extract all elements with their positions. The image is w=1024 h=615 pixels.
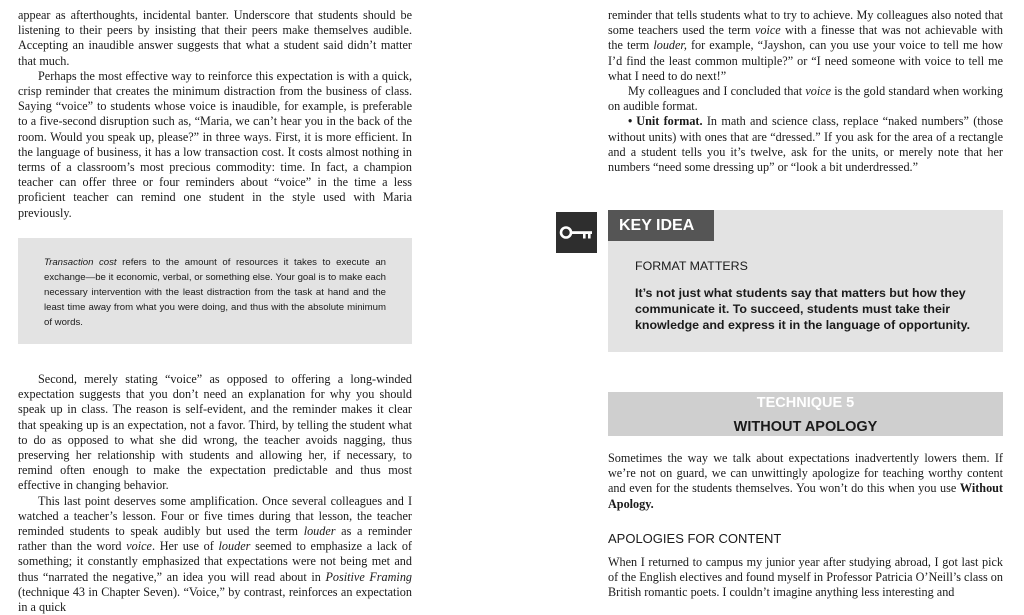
callout-term: Transaction cost <box>44 257 117 268</box>
paragraph: When I returned to campus my junior year after studying abroad, I got last pick of the English electives and found myself in Professor Patricia O’Neill’s class on British romantic poets. I couldn’t imagine anything less interesting and <box>608 555 1003 600</box>
right-column-middle <box>608 451 1003 512</box>
emphasis: voice <box>805 84 832 99</box>
text-run: is the gold standard when working on audible format. <box>608 84 1003 114</box>
left-column-top <box>18 8 412 221</box>
paragraph: appear as afterthoughts, incidental banter. Underscore that students should be listening to their peers by insisting that their peers make themselves audible. Accepting an inaudible answer suggests that what a student said didn’t matter that much. <box>18 8 412 68</box>
key-idea-body: It’s not just what students say that matters but how they communicate it. To succeed, students must take their knowledge and express it in the language of opportunity. <box>635 286 971 332</box>
paragraph <box>608 451 1003 512</box>
text-run: reminder that tells students what to try to achieve. My colleagues also noted that some teachers used the term <box>608 8 1003 38</box>
paragraph <box>18 494 412 615</box>
text-run: seemed to emphasize a lack of something; it constantly emphasized that expectations were not being met and thus “narrated the negative,” an idea you will read about in <box>18 539 412 584</box>
text-run: . Her use of <box>151 539 219 554</box>
bullet-dot: • <box>628 114 633 129</box>
paragraph <box>608 8 1003 84</box>
left-column-bottom <box>18 372 412 615</box>
text-run: This last point deserves some amplification. Once several colleagues and I watched a teacher’s lesson. Four or five times during that lesson, the teacher reminded students to speak audibly but used the term <box>18 493 412 539</box>
emphasis: louder, <box>653 38 687 53</box>
text-run: (technique 43 in Chapter Seven). “Voice,” by contrast, reinforces an expectation in a quick <box>18 584 412 615</box>
text-run: In math and science class, replace “naked numbers” (those without units) with ones that are “dressed.” If you ask for the area of a rectangle and a student tells you it’s twelve, ask for the units, or merely note that her numbers “need some dressing up” or “look a bit underdressed.” <box>608 114 1003 175</box>
bold-term: Without Apology. <box>608 481 1003 511</box>
key-idea-tab: KEY IDEA <box>608 210 714 241</box>
emphasis: louder <box>218 539 251 554</box>
key-icon <box>556 212 597 253</box>
transaction-cost-callout <box>18 238 412 344</box>
bullet-item <box>608 114 1003 175</box>
text-run: for example, “Jayshon, can you use your voice to tell me how I’d find the least common multiple?” or “I need someone with voice to tell me what I need to do next!” <box>608 38 1003 83</box>
text-run: with a finesse that was not achievable with the term <box>608 23 1003 53</box>
paragraph: Second, merely stating “voice” as opposed to offering a long-winded expectation suggests that you don’t need an explanation for why you should speak up in class. The reason is self-evident, and the reminder makes it clear that speaking up is an expectation, not a favor. Third, by telling the student what to do as opposed to what she did wrong, the teacher avoids nagging, thus preserving her relationship with students and allowing her, if necessary, to remind often enough to make the expectation predictable and thus most effective in changing behavior. <box>18 372 412 493</box>
text-run: Sometimes the way we talk about expectations inadvertently lowers them. If we’re not on guard, we can unwittingly apologize for teaching worthy content and even for the students themselves. You won’t do this when you use <box>608 451 1003 496</box>
callout-text: refers to the amount of resources it takes to execute an exchange—be it economic, verbal, or something else. Your goal is to make each necessary intervention with the least distraction from the task at hand and the least time away from what you were doing, and thus with the absolute minimum of words. <box>44 257 386 328</box>
right-column-top <box>608 8 1003 175</box>
section-heading: APOLOGIES FOR CONTENT <box>608 531 782 546</box>
technique-number: TECHNIQUE 5 <box>756 395 855 411</box>
key-idea-heading: FORMAT MATTERS <box>635 259 748 273</box>
emphasis: voice <box>126 539 152 554</box>
text-run: as a reminder rather than the word <box>18 524 412 554</box>
text-run: My colleagues and I concluded that <box>628 84 806 99</box>
technique-header <box>608 392 1003 436</box>
technique-name: WITHOUT APOLOGY <box>733 419 878 435</box>
emphasis: louder <box>303 524 336 539</box>
paragraph <box>608 84 1003 114</box>
paragraph: Perhaps the most effective way to reinforce this expectation is with a quick, crisp reminder that creates the minimum distraction from the business of class. Saying “voice” to students whose voice is inaudible, for example, is preferable to a five-second disruption such as, “Maria, we can’t hear you in the back of the room. Would you speak up, please?” in three ways. First, it is more efficient. In the language of business, it has a low transaction cost. It costs almost nothing in terms of a classroom’s most precious commodity: time. In fact, a champion teacher can offer three or four reminders about “voice” in the time a less proficient teacher can remind one student in the style used with Maria previously. <box>18 68 412 220</box>
emphasis: voice <box>754 23 781 38</box>
right-column-bottom <box>608 555 1003 601</box>
emphasis: Positive Framing <box>325 569 413 584</box>
bullet-label: Unit format. <box>636 114 703 129</box>
